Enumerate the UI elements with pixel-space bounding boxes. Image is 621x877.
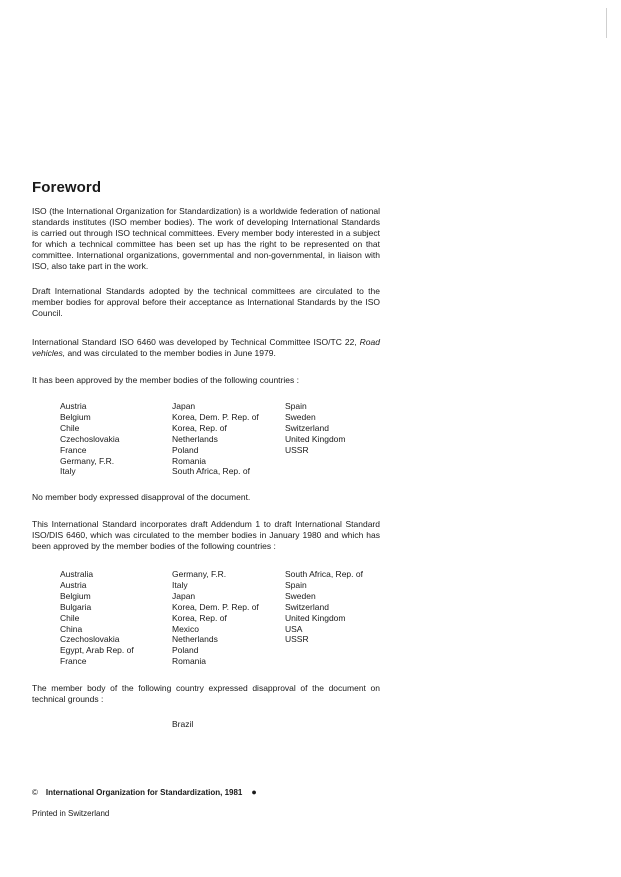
- country-item: USSR: [285, 634, 309, 645]
- paragraph-draft-standards: Draft International Standards adopted by the technical committees are circulated to the member bodies for approval before their acceptance as International Standards by the ISO Council.: [32, 286, 380, 318]
- country-item: Australia: [60, 569, 94, 579]
- country-item: Netherlands: [172, 433, 218, 444]
- country-item: Czechoslovakia: [60, 634, 120, 645]
- country-item: Spain: [285, 579, 307, 590]
- country-item: United Kingdom: [285, 612, 346, 623]
- country-item: Chile: [60, 612, 80, 623]
- country-item: Spain: [285, 401, 307, 411]
- country-item: Belgium: [60, 590, 91, 601]
- country-item: Italy: [60, 466, 76, 477]
- country-item: Netherlands: [172, 634, 218, 645]
- country-item: Poland: [172, 444, 199, 455]
- bullet-icon: ●: [251, 787, 257, 797]
- country-item: Chile: [60, 422, 80, 433]
- country-item: Sweden: [285, 590, 316, 601]
- country-item: Korea, Rep. of: [172, 422, 227, 433]
- country-item: Mexico: [172, 623, 199, 634]
- country-item: Poland: [172, 645, 199, 656]
- country-item: Japan: [172, 401, 196, 411]
- paragraph-disapproval: The member body of the following country expressed disapproval of the document on technical grounds :: [32, 683, 380, 704]
- country-item: China: [60, 623, 83, 634]
- development-text-start: International Standard ISO 6460 was developed by Technical Committee ISO/TC 22,: [32, 337, 360, 347]
- country-item: Korea, Rep. of: [172, 612, 227, 623]
- country-item: [285, 466, 380, 477]
- development-text-end: and was circulated to the member bodies in June 1979.: [65, 348, 276, 358]
- approval-country-list-1: [60, 401, 380, 477]
- country-item: [285, 656, 380, 667]
- country-item: Romania: [172, 455, 207, 466]
- country-item: [285, 456, 380, 467]
- country-item: Korea, Dem. P. Rep. of: [172, 411, 259, 422]
- country-item: United Kingdom: [285, 433, 346, 444]
- country-item: Austria: [60, 579, 87, 590]
- country-item: Czechoslovakia: [60, 433, 120, 444]
- printed-in-note: Printed in Switzerland: [32, 809, 110, 818]
- country-item: South Africa, Rep. of: [172, 466, 250, 477]
- country-item: Egypt, Arab Rep. of: [60, 645, 134, 656]
- country-item: Italy: [172, 579, 188, 590]
- country-item: Sweden: [285, 411, 316, 422]
- paragraph-addendum: This International Standard incorporates draft Addendum 1 to draft International Standard ISO/DIS 6460, which was circulated to the member bodies in January 1980 and which has been approved by the member bodies of the following countries :: [32, 519, 380, 551]
- country-item: Japan: [172, 590, 196, 601]
- paragraph-iso-intro: ISO (the International Organization for Standardization) is a worldwide federation of national standards institutes (ISO member bodies). The work of developing International Standards is carried out through ISO technical committees. Every member body interested in a subject for which a technical committee has been set up has the right to be represented on that committee. International organizations, governmental and non-governmental, in liaison with ISO, also take part in the work.: [32, 206, 380, 271]
- approval-country-list-2: [60, 569, 380, 667]
- page-title: Foreword: [32, 179, 102, 196]
- country-item: France: [60, 444, 87, 455]
- copyright-line: [32, 787, 257, 798]
- copyright-owner: International Organization for Standardization, 1981: [45, 788, 243, 797]
- country-item: Germany, F.R.: [60, 455, 115, 466]
- country-item: USA: [285, 623, 303, 634]
- country-item: Switzerland: [285, 601, 329, 612]
- country-item: Belgium: [60, 411, 91, 422]
- country-item: Romania: [172, 656, 207, 667]
- committee-title: Road vehicles,: [32, 337, 380, 358]
- paragraph-development: [32, 337, 380, 359]
- country-item: Korea, Dem. P. Rep. of: [172, 601, 259, 612]
- disapproval-country: Brazil: [172, 719, 194, 729]
- country-item: Germany, F.R.: [172, 569, 227, 579]
- country-item: South Africa, Rep. of: [285, 569, 363, 579]
- page-edge-mark: [606, 8, 607, 38]
- country-item: Switzerland: [285, 422, 329, 433]
- country-item: Bulgaria: [60, 601, 92, 612]
- copyright-symbol: ©: [32, 788, 38, 797]
- country-item: Austria: [60, 401, 87, 411]
- country-item: [285, 645, 380, 656]
- paragraph-no-disapproval: No member body expressed disapproval of the document.: [32, 492, 251, 502]
- country-item: France: [60, 656, 87, 667]
- country-item: USSR: [285, 444, 309, 455]
- paragraph-approved-intro: It has been approved by the member bodies of the following countries :: [32, 375, 299, 385]
